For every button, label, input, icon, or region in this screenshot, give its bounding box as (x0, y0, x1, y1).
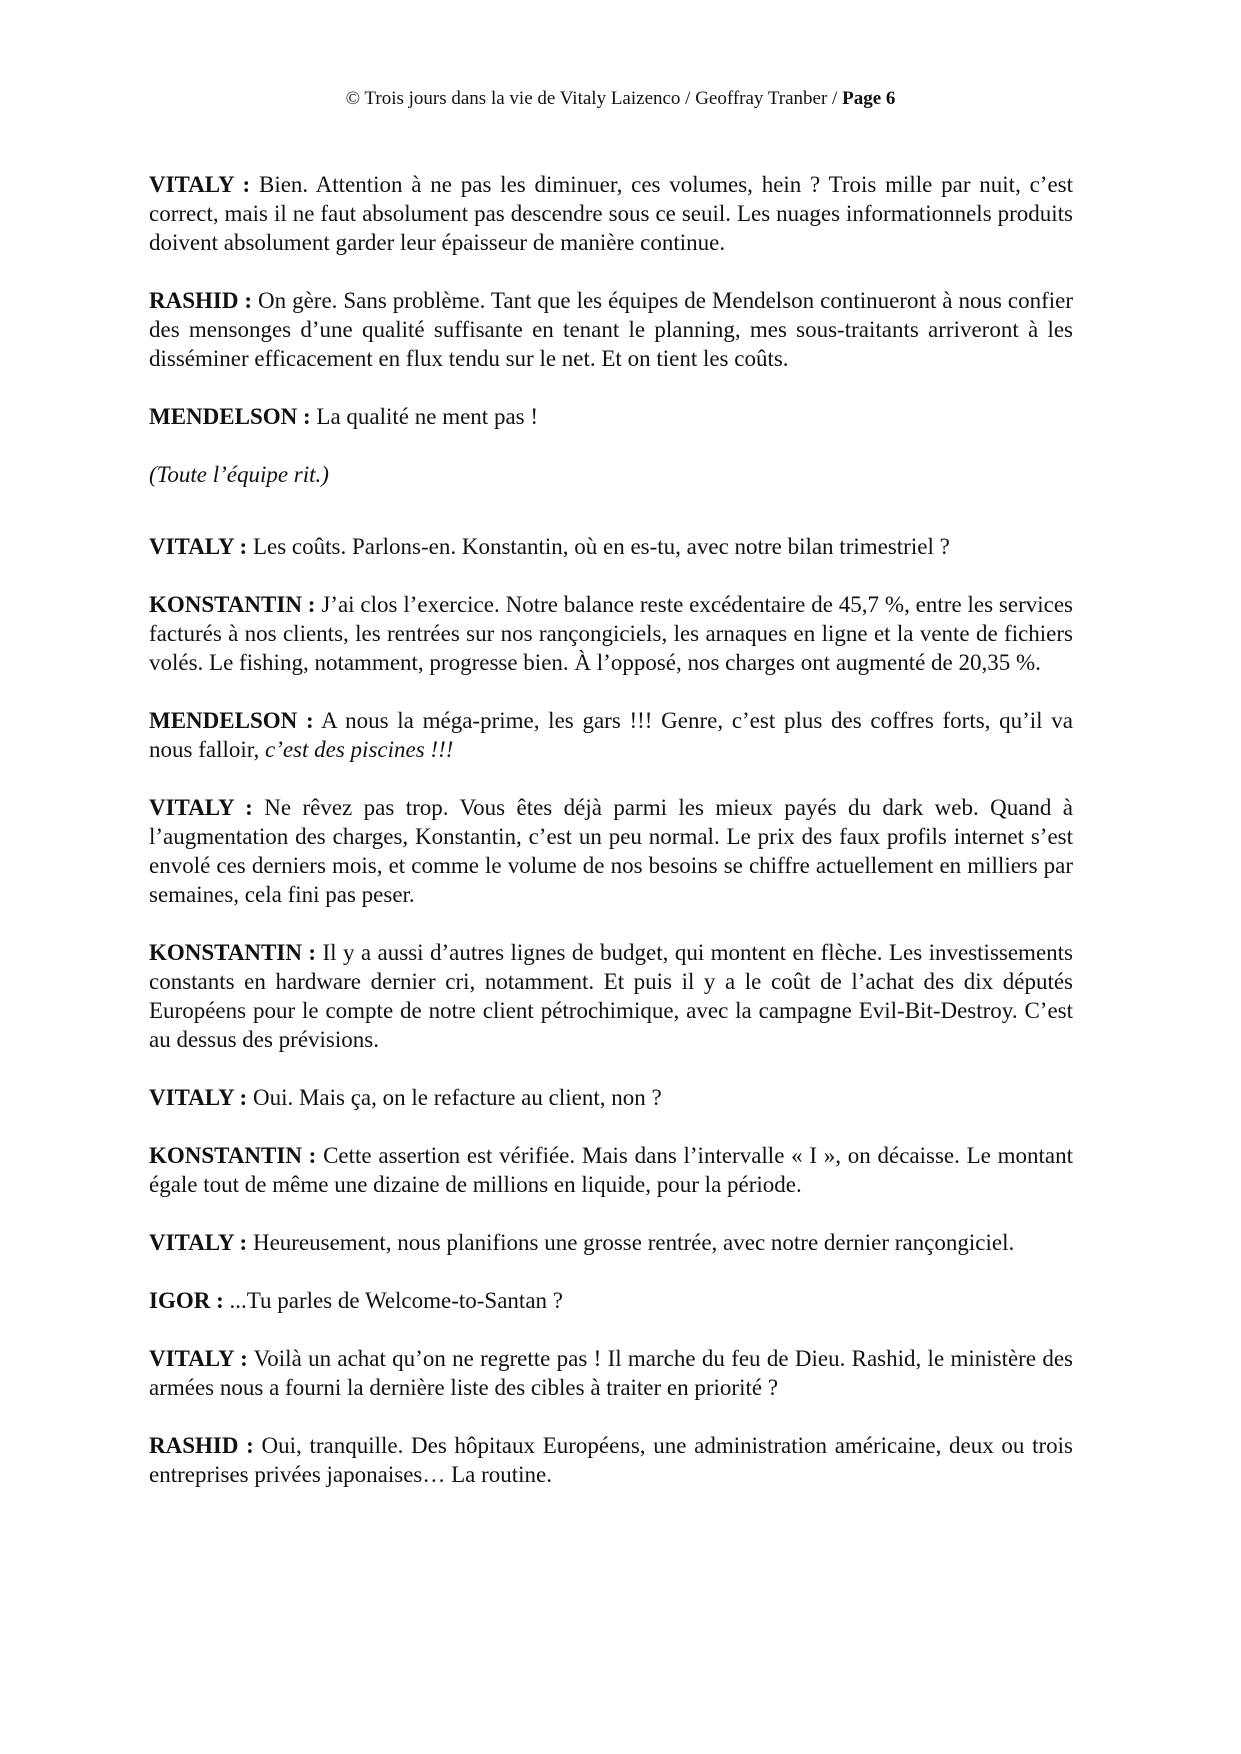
dialogue-line (149, 706, 1073, 764)
line-text: Il y a aussi d’autres lignes de budget, qui montent en flèche. Les investissements constants en hardware dernier cri, notamment. Et puis il y a le coût de l’achat des dix députés Européens pour le compte de notre client pétrochimique, avec la campagne Evil-Bit-Destroy. C’est au dessus des prévisions. (149, 940, 1073, 1052)
dialogue-line (149, 938, 1073, 1054)
dialogue-line (149, 402, 1073, 431)
line-text: Bien. Attention à ne pas les diminuer, ces volumes, hein ? Trois mille par nuit, c’est correct, mais il ne faut absolument pas descendre sous ce seuil. Les nuages informationnels produits doivent absolument garder leur épaisseur de manière continue. (149, 172, 1073, 255)
line-text: Les coûts. Parlons-en. Konstantin, où en es-tu, avec notre bilan trimestriel ? (252, 534, 950, 559)
dialogue-line (149, 286, 1073, 373)
dialogue-line (149, 1083, 1073, 1112)
dialogue-line (149, 1228, 1073, 1257)
speaker-name: RASHID : (149, 288, 253, 313)
dialogue-line (149, 532, 1073, 561)
dialogue-line (149, 590, 1073, 677)
line-text: Oui, tranquille. Des hôpitaux Européens, une administration américaine, deux ou trois entreprises privées japonaises… La routine. (149, 1433, 1074, 1487)
stage-direction: (Toute l’équipe rit.) (149, 462, 329, 487)
dialogue-line (149, 1431, 1073, 1489)
line-text: On gère. Sans problème. Tant que les équipes de Mendelson continueront à nous confier des mensonges d’une qualité suffisante en tenant le planning, mes sous-traitants arriveront à les disséminer efficacement en flux tendu sur le net. Et on tient les coûts. (149, 288, 1073, 371)
dialogue-line (149, 1141, 1073, 1199)
speaker-name: RASHID : (149, 1433, 254, 1458)
line-text: La qualité ne ment pas ! (316, 404, 539, 429)
dialogue-line (149, 793, 1073, 909)
speaker-name: VITALY : (149, 172, 251, 197)
speaker-name: MENDELSON : (149, 708, 314, 733)
speaker-name: KONSTANTIN : (149, 940, 317, 965)
line-text: Voilà un achat qu’on ne regrette pas ! Il marche du feu de Dieu. Rashid, le ministère des armées nous a fourni la dernière liste des cibles à traiter en priorité ? (149, 1346, 1073, 1400)
speaker-name: IGOR : (149, 1288, 224, 1313)
speaker-name: KONSTANTIN : (149, 592, 316, 617)
page-number: Page 6 (842, 88, 896, 109)
speaker-name: KONSTANTIN : (149, 1143, 317, 1168)
speaker-name: VITALY : (149, 1230, 248, 1255)
speaker-name: VITALY : (149, 795, 253, 820)
header-text: © Trois jours dans la vie de Vitaly Laizenco / Geoffray Tranber / (345, 88, 843, 109)
speaker-name: VITALY : (149, 1085, 248, 1110)
dialogue-line (149, 170, 1073, 257)
line-text: Ne rêvez pas trop. Vous êtes déjà parmi les mieux payés du dark web. Quand à l’augmentation des charges, Konstantin, c’est un peu normal. Le prix des faux profils internet s’est envolé ces derniers mois, et comme le volume de nos besoins se chiffre actuellement en milliers par semaines, cela fini pas peser. (149, 795, 1074, 907)
line-text: A nous la méga-prime, les gars !!! Genre, c’est plus des coffres forts, qu’il va nous falloir, (149, 708, 1073, 762)
speaker-name: MENDELSON : (149, 404, 311, 429)
script-body (149, 170, 1073, 1518)
speaker-name: VITALY : (149, 1346, 248, 1371)
line-text: ...Tu parles de Welcome-to-Santan ? (229, 1288, 563, 1313)
line-text: Oui. Mais ça, on le refacture au client, non ? (252, 1085, 662, 1110)
page-header (0, 86, 1241, 112)
speaker-name: VITALY : (149, 534, 248, 559)
line-text: Cette assertion est vérifiée. Mais dans l’intervalle « I », on décaisse. Le montant égale tout de même une dizaine de millions en liquide, pour la période. (149, 1143, 1074, 1197)
line-text-italic: c’est des piscines !!! (264, 737, 454, 762)
dialogue-line (149, 1286, 1073, 1315)
line-text: Heureusement, nous planifions une grosse rentrée, avec notre dernier rançongiciel. (252, 1230, 1015, 1255)
line-text: J’ai clos l’exercice. Notre balance reste excédentaire de 45,7 %, entre les services facturés à nos clients, les rentrées sur nos rançongiciels, les arnaques en ligne et la vente de fichiers volés. Le fishing, notamment, progresse bien. À l’opposé, nos charges ont augmenté de 20,35 %. (149, 592, 1074, 675)
dialogue-line (149, 1344, 1073, 1402)
